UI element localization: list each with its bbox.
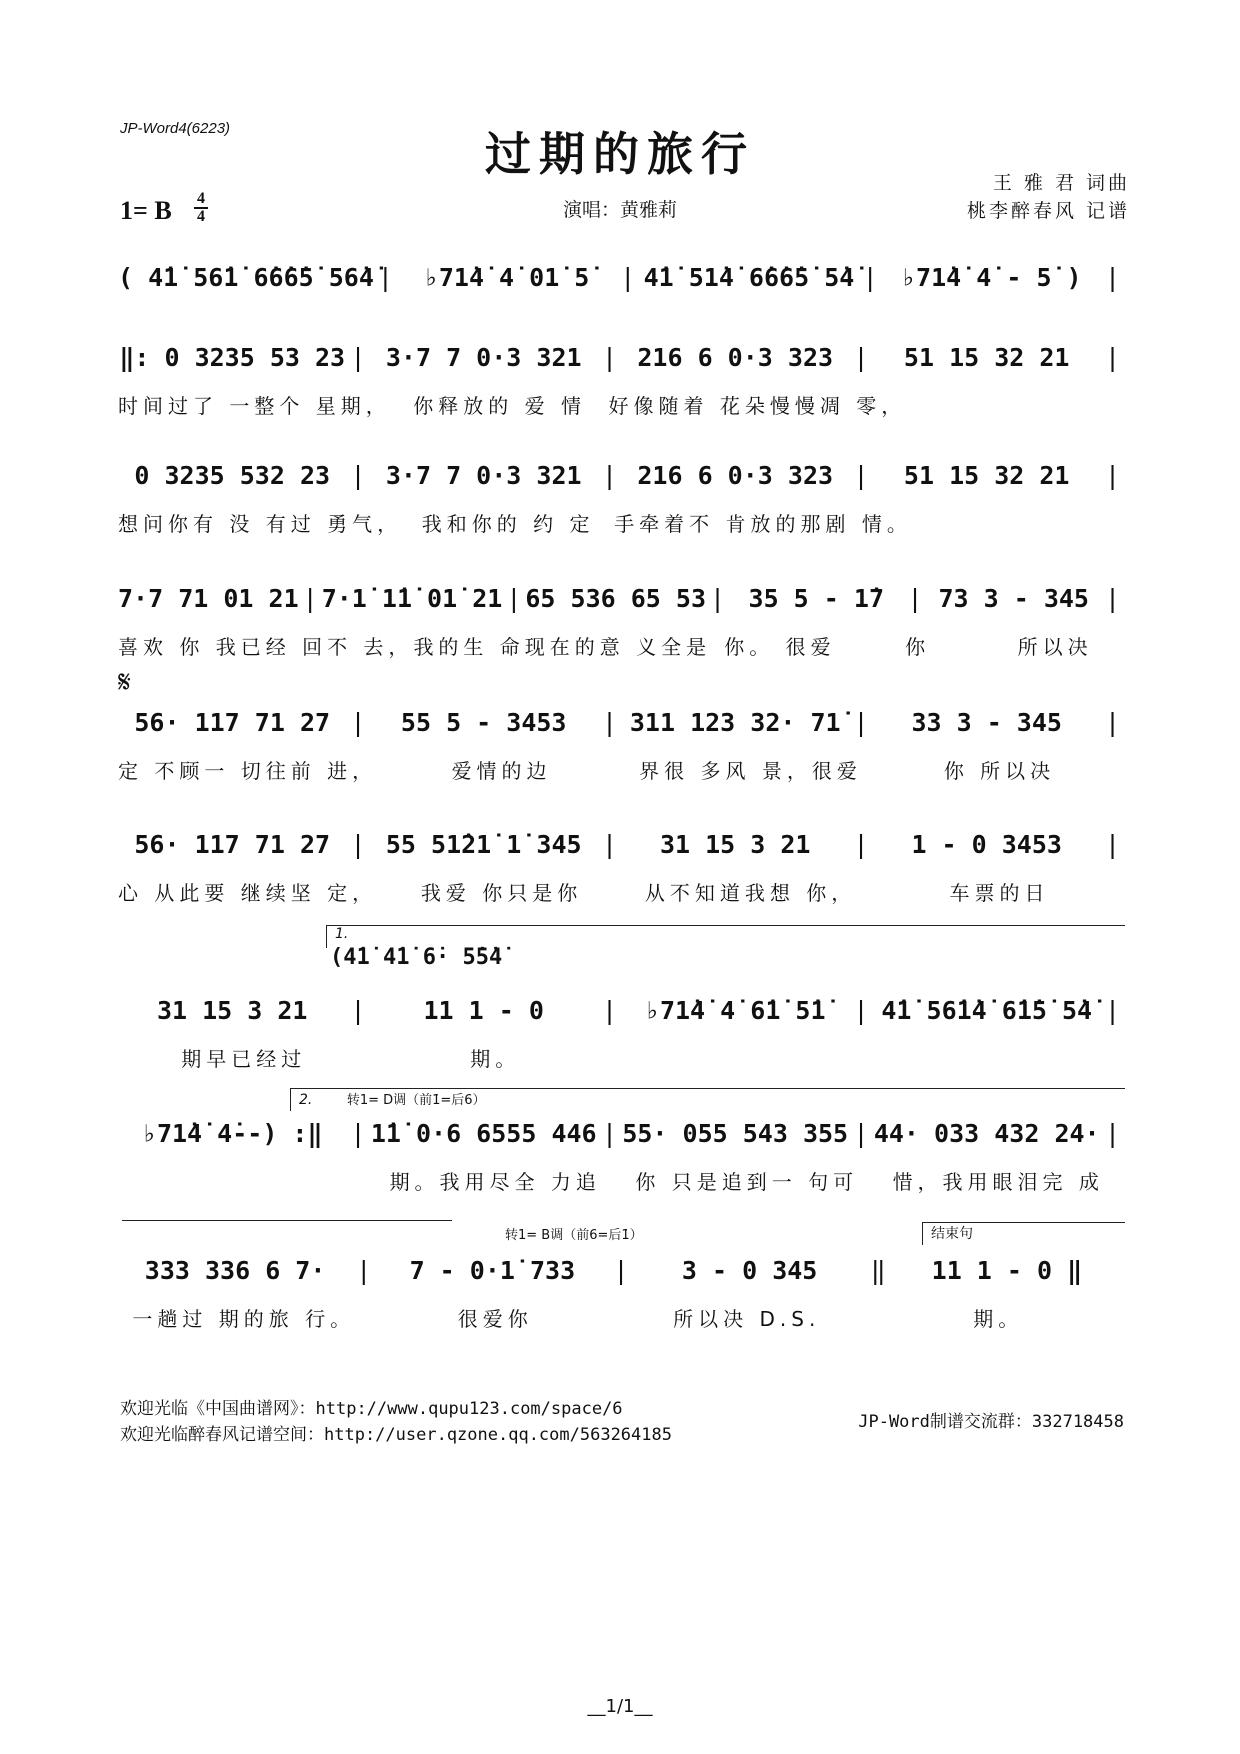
lyric-line: 期。: [470, 1047, 521, 1071]
measure-notes: 1 - 0 3453: [911, 830, 1062, 859]
measure-notes: 3·7 7 0·3 321: [385, 343, 582, 372]
lyric-line: 我和你的 约 定: [421, 512, 595, 536]
volta-number: 1.: [335, 926, 349, 942]
measure-notes: 0 3235 532 23: [134, 461, 331, 490]
lyric-line: 你 只是追到一 句可: [635, 1170, 859, 1194]
lyric-line: 你。 很爱: [724, 635, 836, 659]
measure-notes: 311 123 32· 71̇: [629, 708, 841, 737]
footer-link-qzone[interactable]: 欢迎光临醉春风记谱空间：http://user.qzone.qq.com/563264185: [120, 1425, 672, 1445]
measure-notes: 1̇1̇ 0·6 6555 446: [370, 1119, 597, 1148]
measure-notes: 216 6 0·3 323: [637, 461, 834, 490]
measure-notes: 31 15 3 21: [659, 830, 811, 859]
measure-notes: 51 15 32 21: [903, 461, 1070, 490]
lyric-line: 想问你有 没 有过 勇气，: [118, 512, 403, 536]
measure-notes: 31 15 3 21: [156, 996, 308, 1025]
measure-notes: 3 - 0 345: [681, 1256, 818, 1285]
staff-system-4: 7·7 71 01 21 | 7·1̇ 1̇1̇ 01̇ 21 | 65 536 65 53 | 35 5 - 1̇7 | 73 3 - 345 | 喜欢 你 我已经 回不 去， 我的生 命现在的意 义全是 你。 很爱 你 所以决: [118, 573, 1124, 673]
lyric-line: 所以决 D.S.: [673, 1307, 821, 1331]
lyric-line: 期早已经过: [181, 1047, 307, 1071]
page-title: 过期的旅行: [485, 127, 755, 181]
measure-notes: 56· 117 71 27: [134, 830, 331, 859]
measure-notes: ( 4̇1̇ 56̇1̇ 6̇6̇6̇5̇ 56̇4̇: [118, 263, 374, 292]
measure-notes: 11 1 - 0 ‖: [931, 1256, 1083, 1285]
lyric-line: [906, 390, 1124, 419]
measure-notes: 73 3 - 345: [938, 584, 1089, 613]
lyric-line: [873, 1043, 1125, 1072]
measure-notes: ♭71̇4̇ 4̇ 01̇ 5̇: [423, 263, 590, 292]
staff-system-1: ( 4̇1̇ 56̇1̇ 6̇6̇6̇5̇ 56̇4̇ | ♭71̇4̇ 4̇ 01̇ 5̇ | 4̇1̇ 51̇4̇ 6̇6̇6̇5̇ 5̇4̇ | ♭71̇4̇ 4̇ - 5̇ ) |: [118, 263, 1121, 292]
measure-notes: 55 5 - 3453: [400, 708, 567, 737]
volta-number: 2.: [299, 1092, 313, 1108]
staff-system-3: 0 3235 532 23 | 3·7 7 0·3 321 | 216 6 0·3 323 | 51 15 32 21 | 想问你有 没 有过 勇气， 我和你的 约 定 手牵着不 肯放的那剧 情。: [118, 450, 1124, 550]
staff-system-5: 56· 117 71 27 | 55 5 - 3453 | 311 123 32· 71̇ | 33 3 - 345 | 定 不顾一 切往前 进， 爱情的边 界很 多风 景，很爱 你 所以决: [118, 697, 1124, 797]
measure-notes: 55· 055 543 355: [622, 1119, 849, 1148]
lyric-line: 我爱 你只是你: [420, 881, 583, 905]
lyric-line: 你 所以决: [943, 759, 1056, 783]
lyric-line: 你释放的 爱 情: [413, 394, 586, 418]
measure-notes: 333 336 6 7·: [144, 1256, 326, 1285]
modulation-note: 转1= D调（前1̇=后6）: [346, 1093, 486, 1108]
measure-notes: ‖: 0 3235 53 23: [119, 343, 346, 372]
lyric-line: 所以决: [1017, 635, 1093, 659]
segno-sign: 𝄋: [118, 665, 131, 700]
ending-label: 结束句: [931, 1226, 973, 1242]
lyric-line: 爱情的边: [451, 759, 552, 783]
lyric-line: 喜欢 你 我已经 回不 去，: [118, 635, 414, 659]
measure-notes: 51 15 32 21: [903, 343, 1070, 372]
staff-system-9: 333 336 6 7· | 7 - 0·1̇ 733 | 3 - 0 345 ‖ 11 1 - 0 ‖ 一趟过 期的旅 行。 很爱你 所以决 D.S. 期。: [118, 1245, 1124, 1345]
lyric-line: 好像随着 花朵慢慢凋 零，: [608, 394, 907, 418]
lyric-line: 你: [905, 635, 931, 659]
measure-notes: 7·7 71 01 21: [118, 584, 299, 613]
measure-notes: ♭71̇4̇ 4̇--) :‖: [141, 1119, 323, 1148]
lyric-line: 从不知道我想 你，: [644, 881, 857, 905]
lyric-line: 界很 多风 景，很爱: [639, 759, 862, 783]
measure-notes: 216 6 0·3 323: [637, 343, 834, 372]
key-signature: 1= B: [120, 196, 172, 225]
measure-notes: 3·7 7 0·3 321: [385, 461, 582, 490]
measure-notes: ♭71̇4̇ 4̇ 6̇1̇ 5̇1̇: [644, 996, 826, 1025]
lyric-line: 时间过了 一整个 星期，: [118, 394, 391, 418]
lyric-line: [118, 1166, 370, 1195]
lyric-line: 定 不顾一 切往前 进，: [118, 759, 378, 783]
lyric-line: 手牵着不 肯放的那剧 情。: [614, 512, 912, 536]
lyric-line: 我的生 命现在的意 义全是: [413, 635, 712, 659]
transcriber-credit: 桃李醉春风 记谱: [966, 200, 1130, 222]
measure-notes: 7 - 0·1̇ 733: [409, 1256, 576, 1285]
measure-notes: 11 1 - 0: [423, 996, 544, 1025]
staff-system-6: 56· 117 71 27 | 55 51̇21̇ 1̇ 345 | 31 15 3 21 | 1 - 0 3453 | 心 从此要 继续坚 定， 我爱 你只是你 从不知道我想 你， 车票的日: [118, 819, 1124, 919]
source-label: JP-Word4(6223): [120, 120, 231, 137]
system-9-rule: [122, 1220, 452, 1221]
footer-group: JP-Word制谱交流群：332718458: [858, 1412, 1124, 1432]
meter-bottom: 4: [197, 208, 205, 225]
measure-notes: 4̇1̇ 51̇4̇ 6̇6̇6̇5̇ 5̇4̇: [643, 263, 855, 292]
meter-top: 4: [197, 190, 205, 207]
staff-system-2: ‖: 0 3235 53 23 | 3·7 7 0·3 321 | 216 6 0·3 323 | 51 15 32 21 | 时间过了 一整个 星期， 你释放的 爱 情 好像随着 花朵慢慢凋 零，: [118, 332, 1124, 432]
lyric-line: 惜，我用眼泪完 成: [892, 1170, 1104, 1194]
composer-credit: 王 雅 君 词曲: [992, 172, 1130, 194]
modulation-note: 转1= B调（前6=后1̇）: [505, 1228, 643, 1243]
measure-notes: 65 536 65 53: [525, 584, 706, 613]
footer-links: [120, 1396, 672, 1448]
lyric-line: 期。: [973, 1307, 1024, 1331]
staff-system-8: ♭71̇4̇ 4̇--) :‖ | 1̇1̇ 0·6 6555 446 | 55· 055 543 355 | 44· 033 432 24· | 期。我用尽全 力追 你 只是追到一 句可 惜，我用眼泪完 成: [118, 1108, 1124, 1208]
lyric-line: [912, 508, 1124, 537]
singer-credit: 演唱：黄雅莉: [562, 199, 677, 221]
lyric-line: 心 从此要 继续坚 定，: [118, 881, 378, 905]
measure-notes: 56· 117 71 27: [134, 708, 331, 737]
staff-system-7: 31 15 3 21 | 11 1 - 0 | ♭71̇4̇ 4̇ 6̇1̇ 5̇1̇ | 4̇1̇ 56̇1̇4̇ 6̇1̇5̇ 5̇4̇ | 期早已经过 期。: [118, 985, 1124, 1085]
measure-notes: 7·1̇ 1̇1̇ 01̇ 21: [321, 584, 503, 613]
lyric-line: [621, 1043, 873, 1072]
measure-notes: 33 3 - 345: [911, 708, 1062, 737]
page-number: __1/1__: [587, 1696, 653, 1717]
lyric-line: 车票的日: [949, 881, 1050, 905]
measure-notes: 4̇1̇ 56̇1̇4̇ 6̇1̇5̇ 5̇4̇: [881, 996, 1093, 1025]
lyric-line: 很爱你: [457, 1307, 533, 1331]
lyric-line: 期。我用尽全 力追: [389, 1170, 601, 1194]
lyric-line: 一趟过 期的旅 行。: [132, 1307, 356, 1331]
footer-link-qupu[interactable]: 欢迎光临《中国曲谱网》：http://www.qupu123.com/space/6: [120, 1399, 623, 1419]
measure-notes: 35 5 - 1̇7: [748, 584, 884, 613]
ending-bracket: [922, 1222, 1125, 1245]
measure-notes: ♭71̇4̇ 4̇ - 5̇ ): [900, 263, 1082, 292]
measure-notes: 44· 033 432 24·: [873, 1119, 1100, 1148]
measure-notes: 55 51̇21̇ 1̇ 345: [385, 830, 582, 859]
volta-upper-notes: (4̇1̇ 4̇1̇ 6̇· 5̇5̇4̇: [330, 945, 503, 970]
